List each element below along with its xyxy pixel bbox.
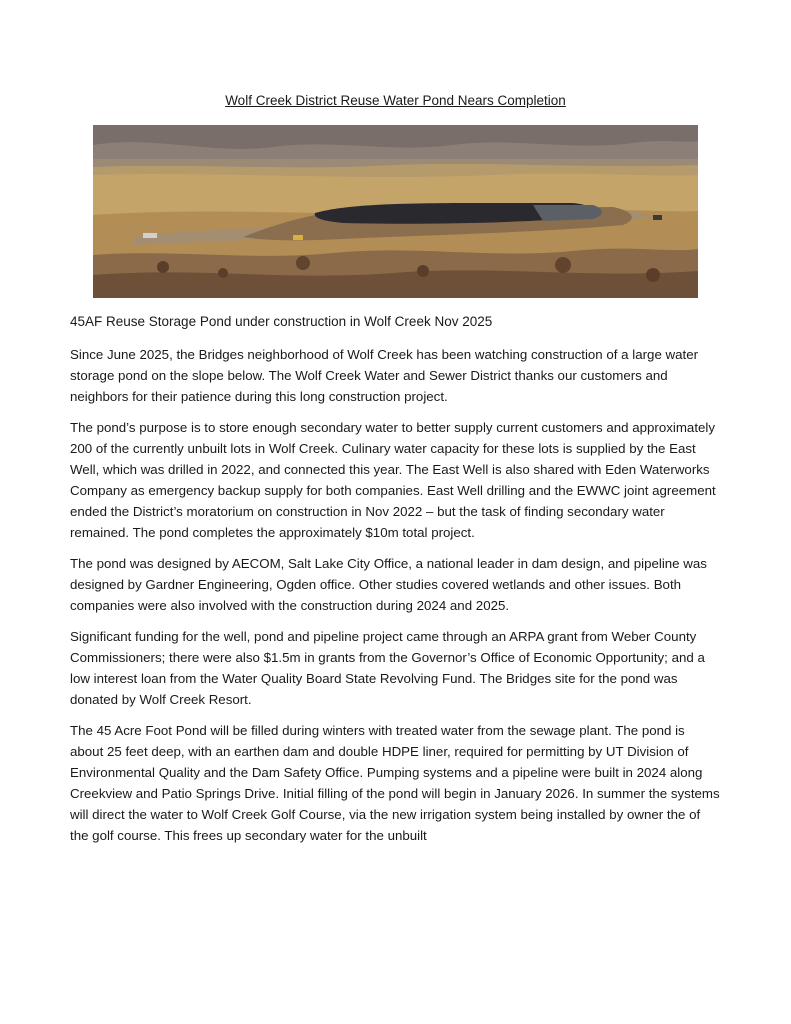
paragraph: The 45 Acre Foot Pond will be filled during winters with treated water from the sewage plant. The pond is about 25 feet deep, with an earthen dam and double HDPE liner, required for permitting by UT Division of Environmental Quality and the Dam Safety Office. Pumping systems and a pipeline were built in 2024 along Creekview and Patio Springs Drive. Initial filling of the pond will begin in January 2026. In summer the systems will direct the water to Wolf Creek Golf Course, via the new irrigation system being installed by owner the of the golf course. This frees up secondary water for the unbuilt xyxy=(70,723,720,843)
paragraph: The pond was designed by AECOM, Salt Lake City Office, a national leader in dam design, and pipeline was designed by Gardner Engineering, Ogden office. Other studies covered wetlands and other issues. Both companies were also involved with the construction during 2024 and 2025. xyxy=(70,556,707,613)
article-body xyxy=(70,344,720,856)
paragraph: Significant funding for the well, pond and pipeline project came through an ARPA grant from Weber County Commissioners; there were also $1.5m in grants from the Governor’s Office of Economic Opportunity; and a low interest loan from the Water Quality Board State Revolving Fund. The Bridges site for the pond was donated by Wolf Creek Resort. xyxy=(70,629,705,707)
paragraph: Since June 2025, the Bridges neighborhood of Wolf Creek has been watching construction of a large water storage pond on the slope below. The Wolf Creek Water and Sewer District thanks our customers and neighbors for their patience during this long construction project. xyxy=(70,347,699,404)
paragraph: The pond’s purpose is to store enough secondary water to better supply current customers and approximately 200 of the currently unbuilt lots in Wolf Creek. Culinary water capacity for these lots is supplied by the East Well, which was drilled in 2022, and connected this year. The East Well is also shared with Eden Waterworks Company as emergency backup supply for both companies. East Well drilling and the EWWC joint agreement ended the District’s moratorium on construction in Nov 2022 – but the task of finding secondary water remained. The pond completes the approximately $10m total project. xyxy=(70,420,716,540)
page-title: Wolf Creek District Reuse Water Pond Nears Completion xyxy=(225,93,566,108)
pond-construction-photo xyxy=(93,125,698,298)
photo-caption: 45AF Reuse Storage Pond under construction in Wolf Creek Nov 2025 xyxy=(70,314,493,329)
